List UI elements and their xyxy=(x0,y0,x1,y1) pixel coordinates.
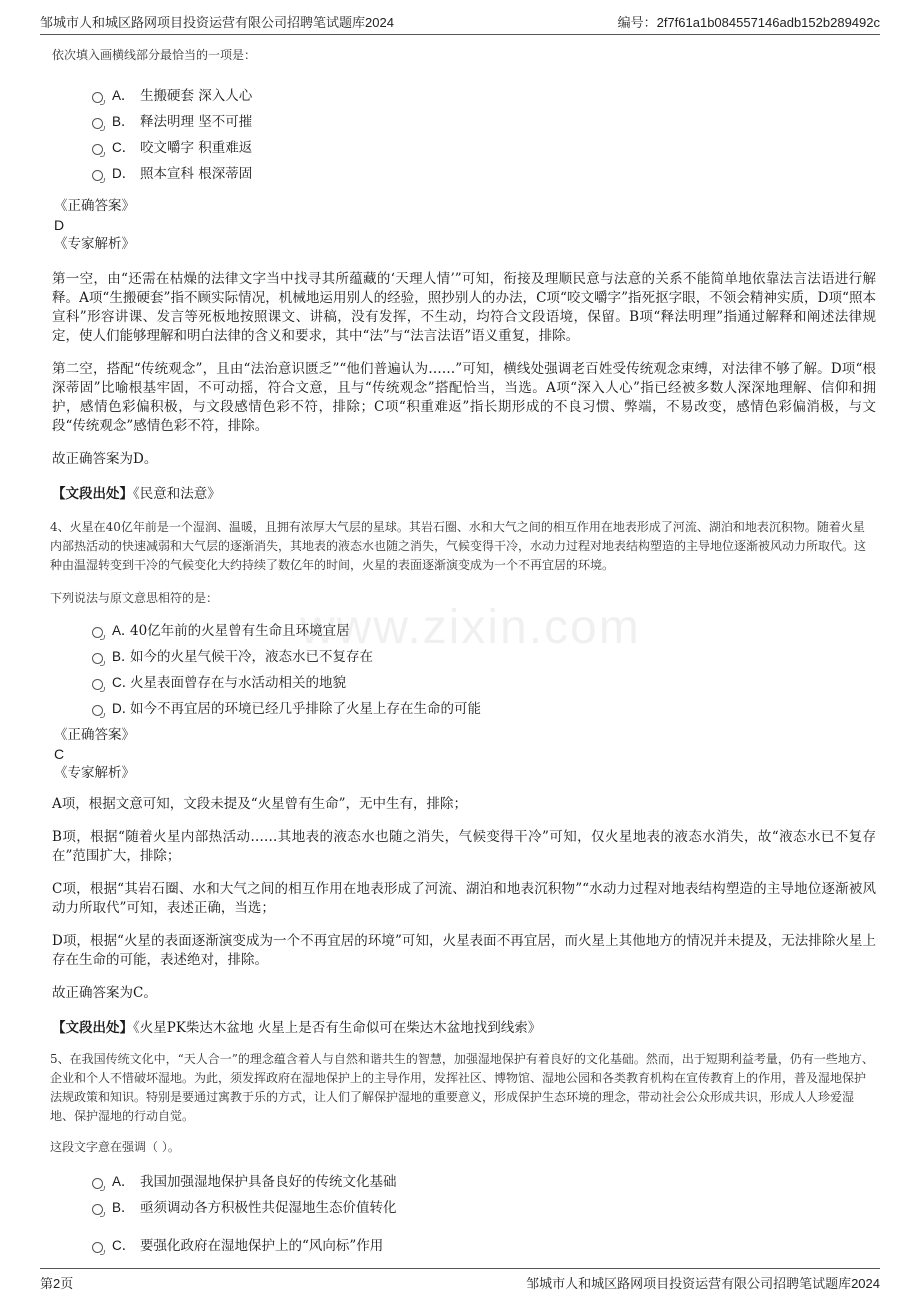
q4-option-a[interactable] xyxy=(92,618,876,644)
q3-option-d[interactable] xyxy=(92,161,876,187)
radio-icon[interactable] xyxy=(92,627,103,638)
q3-prompt: 依次填入画横线部分最恰当的一项是： xyxy=(52,48,257,62)
q3-source xyxy=(52,485,876,504)
page-header xyxy=(40,0,880,35)
q4-option-c[interactable] xyxy=(92,670,876,696)
q5-stem: 5、在我国传统文化中，“天人合一”的理念蕴含着人与自然和谐共生的智慧，加强湿地保护有着良好的文化基础。然而，出于短期利益考量，仍有一些地方、企业和个人不惜破坏湿地。为此，须发挥政府在湿地保护上的主导作用，发挥社区、博物馆、湿地公园和各类教育机构在宣传教育上的作用，普及湿地保护法规政策和知识。特别是要通过寓教于乐的方式，让人们了解保护湿地的重要意义，形成保护生态环境的理念，带动社会公众形成共识，形成人人珍爱湿地、保护湿地的行动自觉。 xyxy=(50,1052,874,1123)
option-letter: D． xyxy=(112,166,136,181)
radio-icon[interactable] xyxy=(92,705,103,716)
option-letter: B． xyxy=(112,649,135,664)
q4-analysis-d: D项，根据“火星的表面逐渐演变成为一个不再宜居的环境”可知，火星表面不再宜居，而火星上其他地方的情况并未提及，无法排除火星上存在生命的可能，表述绝对，排除。 xyxy=(52,933,876,968)
option-letter: A． xyxy=(112,88,135,103)
q5-options xyxy=(92,1169,876,1259)
radio-icon[interactable] xyxy=(92,118,103,129)
q4-answer-label: 《正确答案》 xyxy=(54,727,135,743)
option-text: 如今不再宜居的环境已经几乎排除了火星上存在生命的可能 xyxy=(130,701,481,717)
q3-options xyxy=(92,83,876,187)
q5-option-a[interactable] xyxy=(92,1169,876,1195)
watermark: www.zixin.com xyxy=(300,601,641,654)
q4-answer: C xyxy=(54,746,65,762)
radio-icon[interactable] xyxy=(92,1242,103,1253)
q4-analysis-c: C项，根据“其岩石圈、水和大气之间的相互作用在地表形成了河流、湖泊和地表沉积物”“水动力过程对地表结构塑造的主导地位逐渐被风动力所取代”可知，表述正确，当选； xyxy=(52,881,876,916)
option-letter: C． xyxy=(112,140,136,155)
source-title: 《民意和法意》 xyxy=(133,486,221,502)
option-text: 照本宣科 根深蒂固 xyxy=(140,166,253,182)
q4-options xyxy=(92,618,876,722)
q4-option-d[interactable] xyxy=(92,696,876,722)
q3-answer: D xyxy=(54,217,65,233)
radio-icon[interactable] xyxy=(92,1204,103,1215)
option-letter: D． xyxy=(112,701,136,716)
source-label: 【文段出处】 xyxy=(52,486,133,502)
q4-stem: 4、火星在40亿年前是一个湿润、温暖，且拥有浓厚大气层的星球。其岩石圈、水和大气之间的相互作用在地表形成了河流、湖泊和地表沉积物。随着火星内部热活动的快速减弱和大气层的逐渐消失，其地表的液态水也随之消失，气候变得干冷，水动力过程对地表结构塑造的主导地位逐渐被风动力所取代。这种由温湿转变到干冷的气候变化大约持续了数亿年的时间，火星的表面逐渐演变成为一个不再宜居的环境。 xyxy=(50,520,867,572)
footer-page-number: 第2页 xyxy=(40,1276,74,1291)
option-text: 40亿年前的火星曾有生命且环境宜居 xyxy=(130,623,350,639)
option-text: 亟须调动各方积极性共促湿地生态价值转化 xyxy=(140,1200,397,1216)
q5-option-b[interactable] xyxy=(92,1195,876,1221)
source-label: 【文段出处】 xyxy=(52,1020,133,1036)
page-content xyxy=(52,40,876,1259)
option-letter: B． xyxy=(112,1200,135,1215)
q3-answer-label: 《正确答案》 xyxy=(54,198,135,214)
option-text: 释法明理 坚不可摧 xyxy=(140,114,253,130)
q4-prompt: 下列说法与原文意思相符的是： xyxy=(50,591,219,605)
option-text: 如今的火星气候干冷，液态水已不复存在 xyxy=(130,649,373,665)
q3-option-a[interactable] xyxy=(92,83,876,109)
q4-analysis-conclusion: 故正确答案为C。 xyxy=(52,985,157,1001)
q3-analysis-3: 故正确答案为D。 xyxy=(52,451,158,467)
q3-analysis-1: 第一空，由“还需在枯燥的法律文字当中找寻其所蕴藏的‘天理人情’”可知，衔接及理顺民意与法意的关系不能简单地依靠法言法语进行解释。A项“生搬硬套”指不顾实际情况，机械地运用别人的经验，照抄别人的办法，C项“咬文嚼字”指死抠字眼，不领会精神实质，D项“照本宣科”形容讲课、发言等死板地按照课文、讲稿，没有发挥，不生动，均符合文段语境，保留。B项“释法明理”指通过解释和阐述法律规定，使人们能够理解和明白法律的含义和要求，其中“法”与“法言法语”语义重复，排除。 xyxy=(52,271,876,344)
radio-icon[interactable] xyxy=(92,1178,103,1189)
option-letter: A． xyxy=(112,623,135,638)
source-title: 《火星PK柴达木盆地 火星上是否有生命似可在柴达木盆地找到线索》 xyxy=(133,1020,542,1036)
q4-option-b[interactable] xyxy=(92,644,876,670)
option-letter: C． xyxy=(112,1238,136,1253)
header-title: 邹城市人和城区路网项目投资运营有限公司招聘笔试题库2024 xyxy=(40,15,394,30)
header-serial: 编号：2f7f61a1b084557146adb152b289492c xyxy=(617,15,880,30)
option-text: 火星表面曾存在与水活动相关的地貌 xyxy=(130,675,346,691)
option-text: 生搬硬套 深入人心 xyxy=(140,88,253,104)
radio-icon[interactable] xyxy=(92,92,103,103)
q5-prompt: 这段文字意在强调（ ）。 xyxy=(50,1140,180,1154)
page-footer xyxy=(40,1268,880,1303)
option-text: 我国加强湿地保护具备良好的传统文化基础 xyxy=(140,1174,397,1190)
option-text: 要强化政府在湿地保护上的“风向标”作用 xyxy=(140,1238,384,1254)
radio-icon[interactable] xyxy=(92,653,103,664)
q4-source xyxy=(52,1019,876,1038)
option-letter: C． xyxy=(112,675,136,690)
option-text: 咬文嚼字 积重难返 xyxy=(140,140,253,156)
option-letter: A． xyxy=(112,1174,135,1189)
q4-analysis-b: B项，根据“随着火星内部热活动……其地表的液态水也随之消失，气候变得干冷”可知，仅火星地表的液态水消失，故“液态水已不复存在”范围扩大，排除； xyxy=(52,829,876,864)
q3-option-b[interactable] xyxy=(92,109,876,135)
radio-icon[interactable] xyxy=(92,679,103,690)
q5-option-c[interactable] xyxy=(92,1233,876,1259)
radio-icon[interactable] xyxy=(92,144,103,155)
q3-analysis-2: 第二空，搭配“传统观念”，且由“法治意识匮乏”“他们普遍认为……”可知，横线处强调老百姓受传统观念束缚，对法律不够了解。D项“根深蒂固”比喻根基牢固，不可动摇，符合文意，且与“传统观念”搭配恰当，当选。A项“深入人心”指已经被多数人深深地理解、信仰和拥护，感情色彩偏积极，与文段感情色彩不符，排除；C项“积重难返”指长期形成的不良习惯、弊端，不易改变，感情色彩偏消极，与文段“传统观念”感情色彩不符，排除。 xyxy=(52,361,876,434)
q4-analysis-a: A项，根据文意可知，文段未提及“火星曾有生命”，无中生有，排除； xyxy=(52,796,468,812)
q3-option-c[interactable] xyxy=(92,135,876,161)
option-letter: B． xyxy=(112,114,135,129)
q3-analysis-label: 《专家解析》 xyxy=(54,236,135,252)
footer-title: 邹城市人和城区路网项目投资运营有限公司招聘笔试题库2024 xyxy=(526,1276,880,1291)
q4-analysis-label: 《专家解析》 xyxy=(54,765,135,781)
radio-icon[interactable] xyxy=(92,170,103,181)
